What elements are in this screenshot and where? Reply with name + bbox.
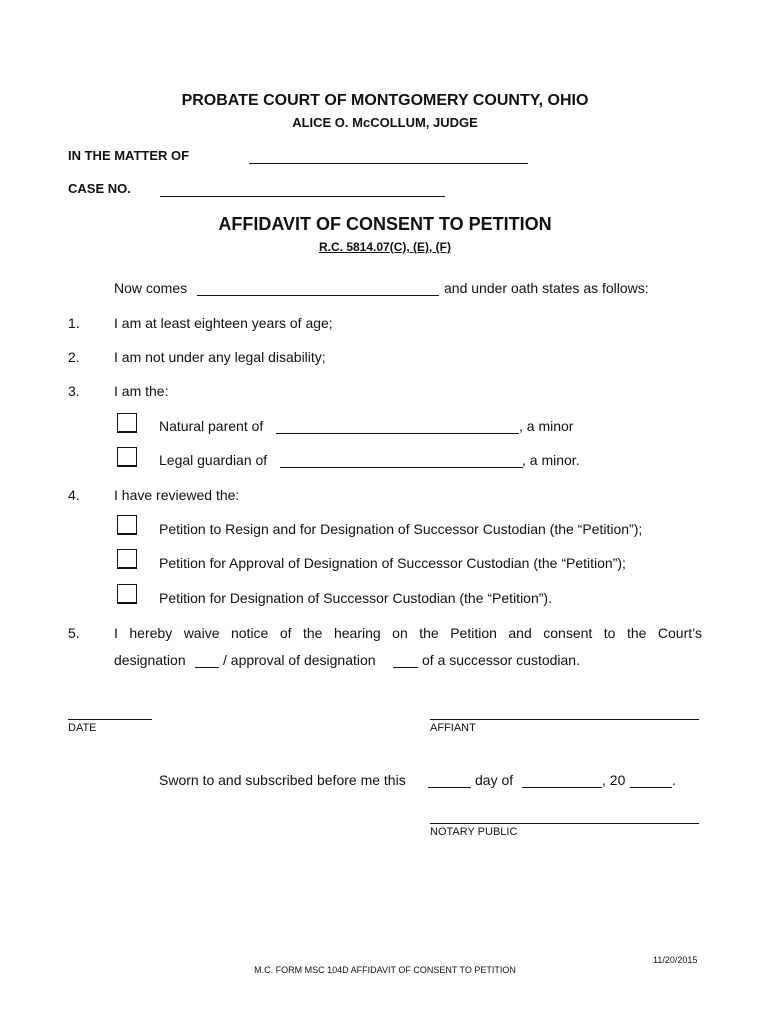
case-number-label: CASE NO. xyxy=(68,181,131,196)
natural-parent-label: Natural parent of xyxy=(159,418,264,434)
ward-name-field[interactable] xyxy=(280,467,523,468)
sworn-year-field[interactable] xyxy=(630,787,672,788)
revision-date: 11/20/2015 xyxy=(653,955,698,965)
affiant-label: AFFIANT xyxy=(430,722,476,734)
waiver-text: I hereby waive notice of the hearing on the Petition and consent to the Court’s xyxy=(114,625,702,641)
statute-reference: R.C. 5814.07(C), (E), (F) xyxy=(318,240,452,254)
sworn-month-field[interactable] xyxy=(522,787,602,788)
intro-suffix: and under oath states as follows: xyxy=(444,280,649,296)
notary-label: NOTARY PUBLIC xyxy=(430,826,518,838)
affiant-name-field[interactable] xyxy=(197,295,439,296)
form-title: AFFIDAVIT OF CONSENT TO PETITION xyxy=(218,214,552,234)
matter-label: IN THE MATTER OF xyxy=(68,148,190,163)
item-number: 5. xyxy=(68,625,80,641)
legal-guardian-suffix: , a minor. xyxy=(522,452,580,468)
matter-field[interactable] xyxy=(249,163,528,164)
petition-designation-label: Petition for Designation of Successor Custodian (the “Petition”). xyxy=(159,590,552,606)
natural-parent-suffix: , a minor xyxy=(519,418,574,434)
approval-blank[interactable] xyxy=(393,667,418,668)
item-text-reviewed: I have reviewed the: xyxy=(114,487,240,503)
waiver-approval: / approval of designation xyxy=(223,652,376,668)
case-number-field[interactable] xyxy=(160,196,445,197)
date-signature-line[interactable] xyxy=(68,719,152,720)
affiant-signature-line[interactable] xyxy=(430,719,699,720)
petition-resign-label: Petition to Resign and for Designation of Successor Custodian (the “Petition”); xyxy=(159,521,643,537)
item-number: 1. xyxy=(68,315,80,331)
judge-name: ALICE O. McCOLLUM, JUDGE xyxy=(292,115,478,130)
sworn-period: . xyxy=(672,772,676,788)
item-number: 4. xyxy=(68,487,80,503)
court-name: PROBATE COURT OF MONTGOMERY COUNTY, OHIO xyxy=(181,92,589,109)
sworn-year-prefix: , 20 xyxy=(602,772,626,788)
waiver-designation: designation xyxy=(114,652,186,668)
legal-guardian-label: Legal guardian of xyxy=(159,452,268,468)
intro-prefix: Now comes xyxy=(114,280,188,296)
item-number: 2. xyxy=(68,349,80,365)
sworn-day-of: day of xyxy=(475,772,514,788)
sworn-text: Sworn to and subscribed before me this xyxy=(159,772,406,788)
petition-approval-checkbox[interactable] xyxy=(117,549,137,569)
legal-guardian-checkbox[interactable] xyxy=(117,447,137,467)
designation-blank[interactable] xyxy=(195,667,219,668)
item-text-disability: I am not under any legal disability; xyxy=(114,349,326,365)
item-text-age: I am at least eighteen years of age; xyxy=(114,315,333,331)
item-number: 3. xyxy=(68,383,80,399)
natural-parent-checkbox[interactable] xyxy=(117,413,137,433)
item-text-role: I am the: xyxy=(114,383,169,399)
petition-designation-checkbox[interactable] xyxy=(117,584,137,604)
petition-resign-checkbox[interactable] xyxy=(117,515,137,535)
minor-name-field[interactable] xyxy=(276,433,519,434)
notary-signature-line[interactable] xyxy=(430,823,699,824)
date-label: DATE xyxy=(68,722,97,734)
petition-approval-label: Petition for Approval of Designation of Successor Custodian (the “Petition”); xyxy=(159,555,626,571)
sworn-day-field[interactable] xyxy=(428,787,471,788)
form-footer: M.C. FORM MSC 104D AFFIDAVIT OF CONSENT TO PETITION xyxy=(254,965,516,975)
waiver-suffix: of a successor custodian. xyxy=(422,652,580,668)
